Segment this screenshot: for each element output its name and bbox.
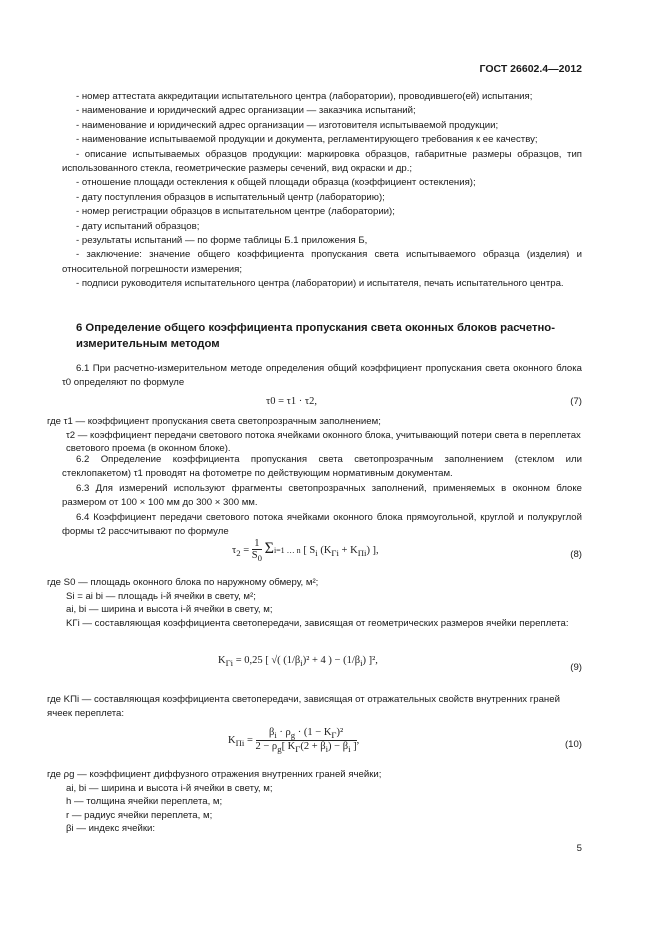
list-item: - номер аттестата аккредитации испытательного центра (лаборатории), проводившего(ей) испытания; <box>76 91 533 102</box>
formula-number: (9) <box>570 662 582 673</box>
list-item: - описание испытываемых образцов продукции: маркировка образцов, габаритные размеры образцов, тип использованного стекла, геометрические размеры сечений, вид окраски и др.; <box>62 148 582 175</box>
definition: r — радиус ячейки переплета, м; <box>66 809 213 821</box>
definition: где S0 — площадь оконного блока по наружному обмеру, м²; <box>47 577 319 588</box>
list-item: - наименование и юридический адрес организации — изготовителя испытываемой продукции; <box>76 119 499 131</box>
list-item: - результаты испытаний — по форме таблицы Б.1 приложения Б, <box>76 235 368 247</box>
definition: Si = ai bi — площадь i-й ячейки в свету, м²; <box>66 590 256 602</box>
formula-number: (7) <box>570 396 582 407</box>
definition: где KПi — составляющая коэффициента светопередачи, зависящая от отражательных свойств внутренних граней ячеек переплета: <box>47 694 560 719</box>
formula-10-definitions <box>47 768 587 836</box>
definition: τ2 — коэффициент передачи светового потока ячейками оконного блока, учитывающий потери света в переплетах светового проема (в оконном блоке). <box>66 429 581 454</box>
definition: ai, bi — ширина и высота i-й ячейки в свету, м; <box>66 604 273 615</box>
formula-9: $K_{Гi} = 0,25$ [ √( $(1/\beta_i)^2 + 4$ ) − $(1/\beta_i)$ ]², <box>218 655 378 669</box>
list-item: - наименование испытываемой продукции и документа, регламентирующего требования к ее качеству; <box>76 134 538 146</box>
section-title: 6 Определение общего коэффициента пропускания света оконных блоков расчетно-измерительным методом <box>76 322 555 350</box>
paragraph: 6.3 Для измерений используют фрагменты светопрозрачных заполнений, применяемых в оконном блоке размером от 100 × 100 мм до 300 × 300 мм. <box>62 482 582 509</box>
formula-7: τ0 = τ1 · τ2, <box>266 396 317 407</box>
definition: KГi — составляющая коэффициента светопередачи, зависящая от геометрических размеров ячейки переплета: <box>66 617 569 629</box>
document-header: ГОСТ 26602.4—2012 <box>479 63 582 75</box>
formula-10: $K_{Пi}$ = $\frac{\beta_i \cdot \rho_g \cdot (1 - K_Г)^2}{2 - \rho_g[ K_Г(2 + \beta_i) - \beta_i ]}$ , <box>228 727 360 755</box>
paragraphs-6-2-6-4 <box>62 453 582 539</box>
list-item: - дату поступления образцов в испытательный центр (лабораторию); <box>76 191 385 203</box>
list-item: - подписи руководителя испытательного центра (лаборатории) и испытателя, печать испытательного центра. <box>76 278 564 290</box>
page-number: 5 <box>576 843 582 854</box>
paragraph: 6.4 Коэффициент передачи светового потока ячейками оконного блока прямоугольной, круглой и полукруглой формы τ2 рассчитывают по формуле <box>62 511 582 538</box>
definition: βi — индекс ячейки: <box>66 823 156 834</box>
report-contents-list <box>62 90 582 292</box>
formula-8-definitions <box>47 576 587 630</box>
formula-number: (8) <box>570 549 582 560</box>
definition: где τ1 — коэффициент пропускания света светопрозрачным заполнением; <box>47 416 381 427</box>
list-item: - наименование и юридический адрес организации — заказчика испытаний; <box>76 105 416 117</box>
list-item: - номер регистрации образцов в испытательном центре (лаборатории); <box>76 206 395 218</box>
formula-number: (10) <box>564 739 582 750</box>
list-item: - заключение: значение общего коэффициента пропускания света испытываемого образца (изделия) и относительной погрешности измерения; <box>62 249 582 275</box>
formula-8: $\tau_2$ = $\frac{1}{S_0}$ Σi=1 … n [ $S_i$ $(K_{Гi} + K_{Пi})$ ], <box>232 538 379 564</box>
paragraph-6-1 <box>62 362 582 391</box>
formula-9-definitions <box>47 693 587 720</box>
definition: ai, bi — ширина и высота i-й ячейки в свету, м; <box>66 782 273 794</box>
definition: h — толщина ячейки переплета, м; <box>66 796 223 807</box>
list-item: - дату испытаний образцов; <box>76 220 200 232</box>
list-item: - отношение площади остекления к общей площади образца (коэффициент остекления); <box>76 177 476 189</box>
definition: где ρg — коэффициент диффузного отражения внутренних граней ячейки; <box>47 769 382 780</box>
paragraph: 6.1 При расчетно-измерительном методе определения общий коэффициент пропускания света оконного блока τ0 определяют по формуле <box>62 363 582 389</box>
paragraph: 6.2 Определение коэффициента пропускания света светопрозрачным заполнением (стеклом или стеклопакетом) τ1 проводят на фотометре по действующим нормативным документам. <box>62 454 582 480</box>
formula-7-definitions <box>47 415 587 456</box>
